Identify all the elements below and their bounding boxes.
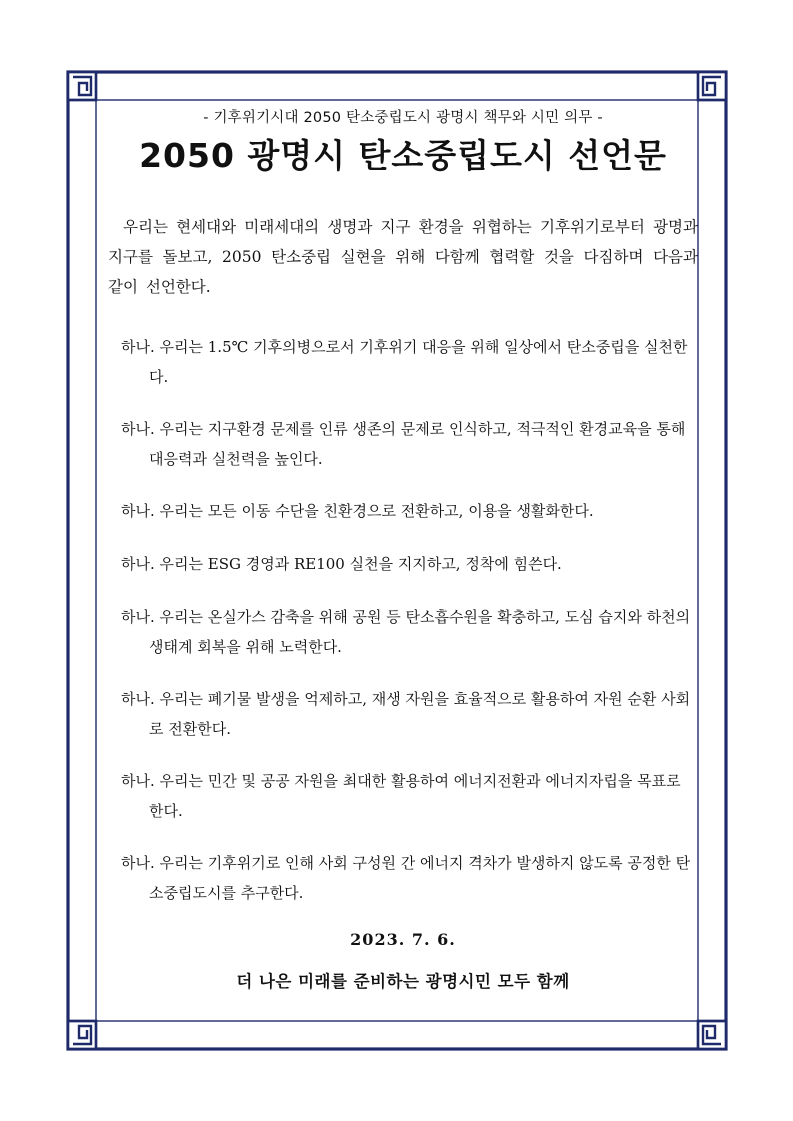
pledge-item: 하나. 우리는 ESG 경영과 RE100 실천을 지지하고, 정착에 힘쓴다. bbox=[121, 555, 562, 573]
intro-paragraph: 우리는 현세대와 미래세대의 생명과 지구 환경을 위협하는 기후위기로부터 광명과 지구를 돌보고, 2050 탄소중립 실현을 위해 다함께 협력할 것을 다짐하며 다음과 같이 선언한다. bbox=[108, 218, 698, 296]
pledge-item: 하나. 우리는 모든 이동 수단을 친환경으로 전환하고, 이용을 생활화한다. bbox=[121, 502, 594, 520]
pledge-item: 하나. 우리는 기후위기로 인해 사회 구성원 간 에너지 격차가 발생하지 않도록 공정한 탄소중립도시를 추구한다. bbox=[121, 854, 691, 902]
page-title: 2050 광명시 탄소중립도시 선언문 bbox=[139, 136, 667, 175]
pledge-item: 하나. 우리는 민간 및 공공 자원을 최대한 활용하여 에너지전환과 에너지자립을 목표로 한다. bbox=[121, 772, 681, 820]
declaration-date: 2023. 7. 6. bbox=[350, 930, 456, 949]
pledge-item: 하나. 우리는 지구환경 문제를 인류 생존의 문제로 인식하고, 적극적인 환경교육을 통해 대응력과 실천력을 높인다. bbox=[121, 420, 686, 468]
pledge-item: 하나. 우리는 온실가스 감축을 위해 공원 등 탄소흡수원을 확충하고, 도심 습지와 하천의 생태계 회복을 위해 노력한다. bbox=[121, 608, 691, 656]
subtitle: - 기후위기시대 2050 탄소중립도시 광명시 책무와 시민 의무 - bbox=[203, 110, 603, 126]
pledge-list bbox=[121, 332, 696, 930]
pledge-item: 하나. 우리는 폐기물 발생을 억제하고, 재생 자원을 효율적으로 활용하여 자원 순환 사회로 전환한다. bbox=[121, 690, 691, 738]
signature-line: 더 나은 미래를 준비하는 광명시민 모두 함께 bbox=[236, 972, 570, 991]
pledge-item: 하나. 우리는 1.5℃ 기후의병으로서 기후위기 대응을 위해 일상에서 탄소중립을 실천한다. bbox=[121, 338, 688, 386]
